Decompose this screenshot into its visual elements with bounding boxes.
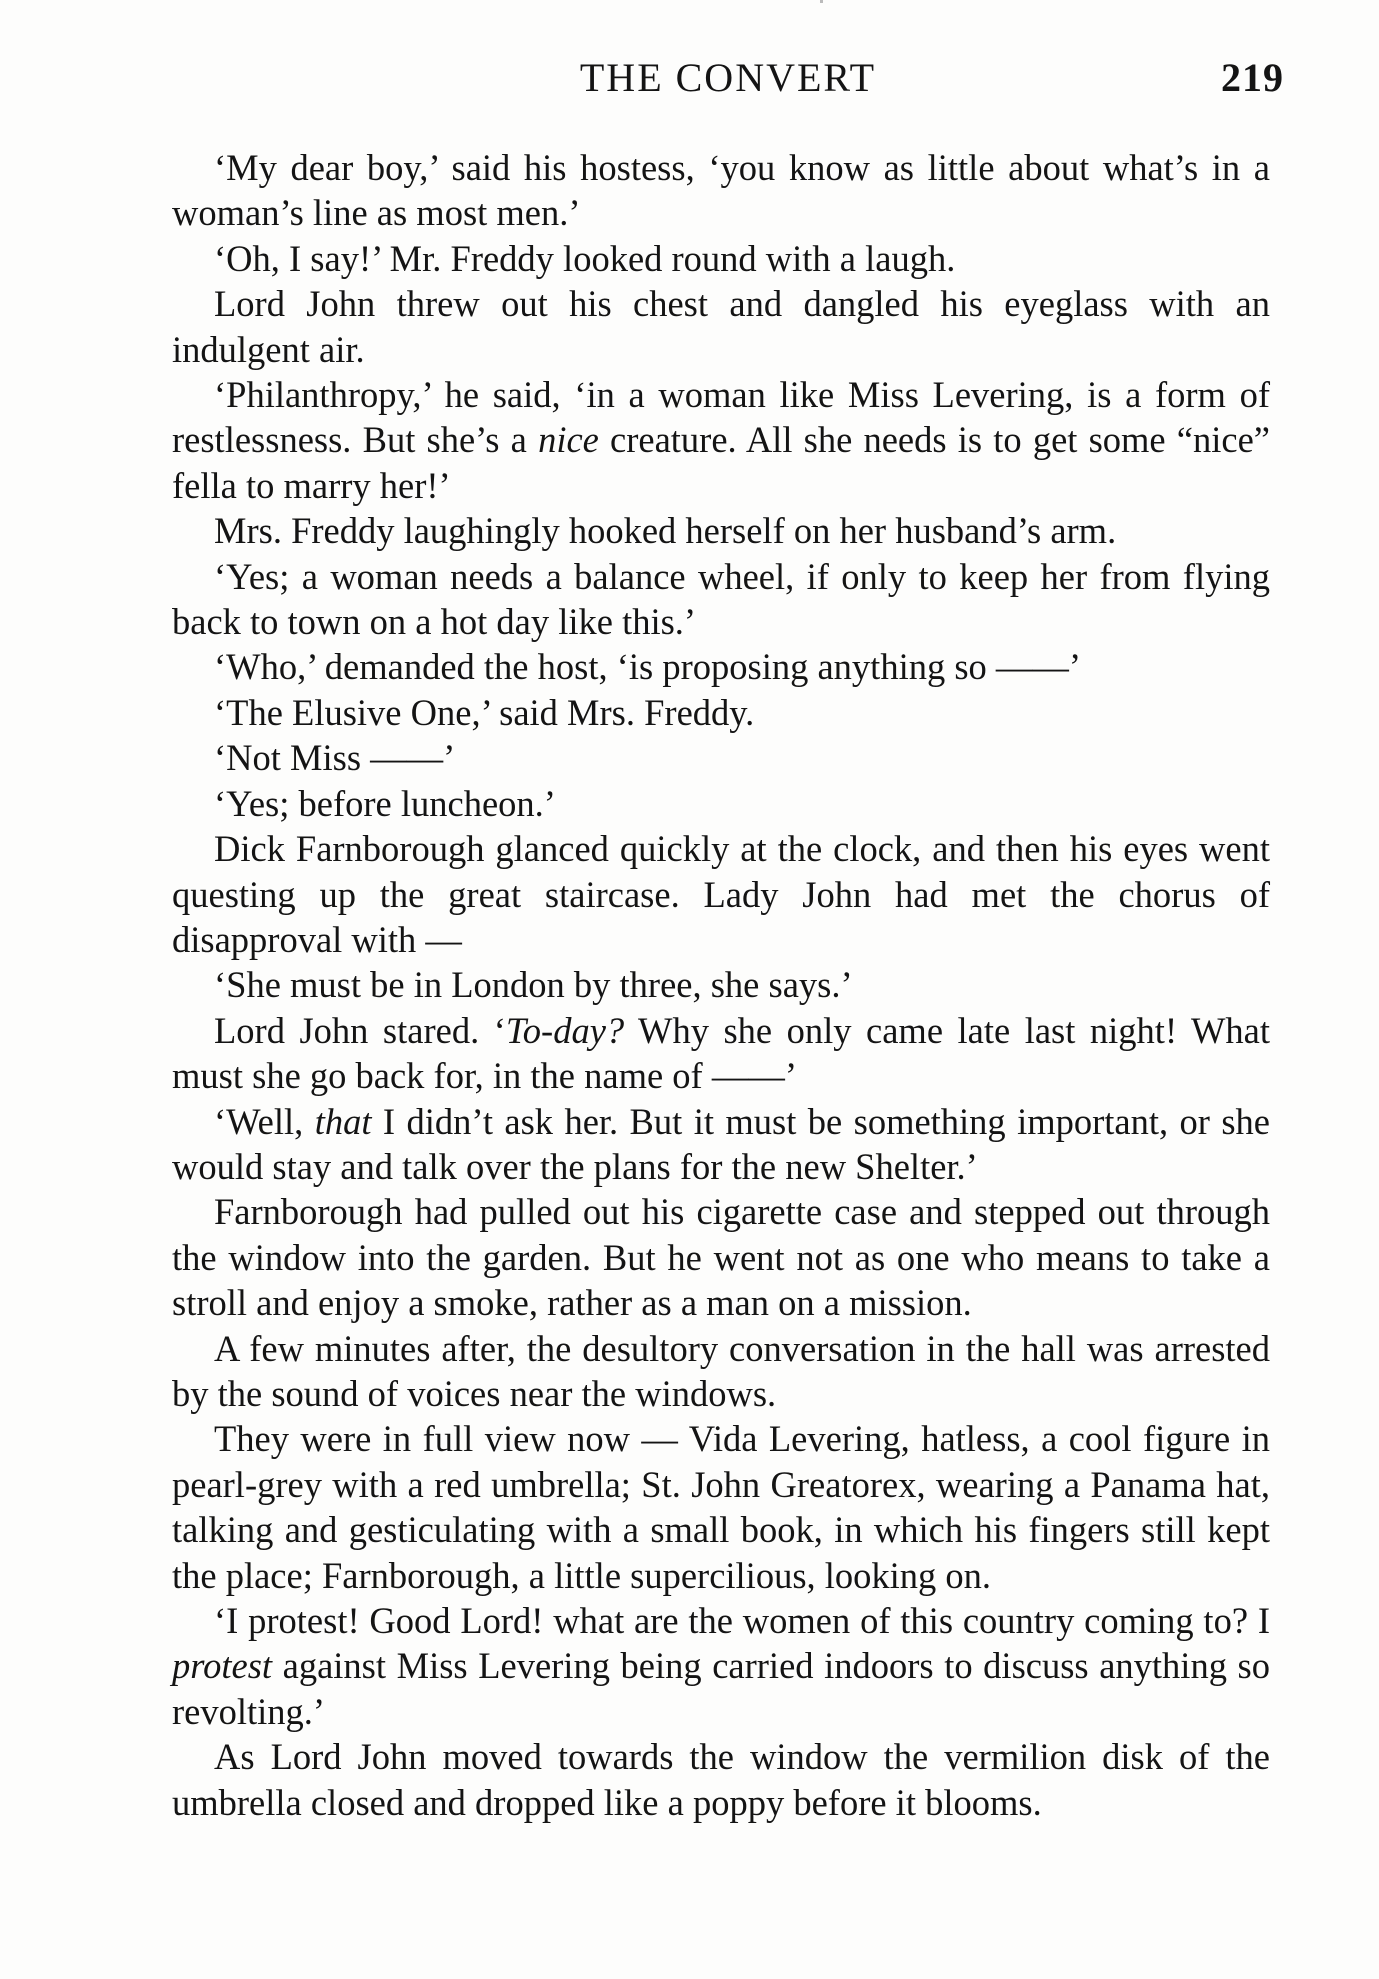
paragraph-text: creature. All she needs is to get some “nice” fella to marry her!’ [172, 419, 1270, 506]
paragraph: Lord John threw out his chest and dangled his eyeglass with an indulgent air. [172, 283, 1270, 370]
paragraph-text: I didn’t ask her. But it must be something important, or she would stay and talk over the plans for the new Shelter.’ [172, 1100, 1270, 1187]
page-speck [820, 0, 823, 3]
paragraph-text: Why she only came late last night! What must she go back for, in the name of ——’ [172, 1009, 1270, 1097]
page-header [172, 48, 1284, 108]
paragraph: A few minutes after, the desultory conversation in the hall was arrested by the sound of voices near the windows. [172, 1327, 1270, 1414]
paragraph: ‘My dear boy,’ said his hostess, ‘you know as little about what’s in a woman’s line as most men.’ [172, 147, 1270, 234]
italic-word: To-day? [505, 1009, 625, 1051]
paragraph: They were in full view now — Vida Levering, hatless, a cool figure in pearl-grey with a red umbrella; St. John Greatorex, wearing a Panama hat, talking and gesticulating with a small book, in which his fingers still kept the place; Farnborough, a little supercilious, looking on. [172, 1418, 1270, 1596]
running-title: THE CONVERT [579, 55, 877, 100]
paragraph: As Lord John moved towards the window the vermilion disk of the umbrella closed and dropped like a poppy before it blooms. [172, 1736, 1270, 1823]
paragraph [172, 1598, 1270, 1734]
paragraph: ‘Yes; before luncheon.’ [214, 782, 556, 824]
italic-word: nice [538, 419, 599, 461]
paragraph: ‘Not Miss ——’ [214, 737, 456, 779]
paragraph: ‘She must be in London by three, she says.’ [214, 964, 853, 1006]
paragraph-text: ‘Philanthropy,’ he said, ‘in a woman like Miss Levering, is a form of restlessness. But she’s a [172, 374, 1270, 461]
paragraph: ‘Yes; a woman needs a balance wheel, if only to keep her from flying back to town on a hot day like this.’ [172, 555, 1270, 643]
paragraph: Mrs. Freddy laughingly hooked herself on her husband’s arm. [214, 510, 1117, 552]
paragraph-text: ‘Well, [214, 1100, 315, 1142]
paragraph [172, 1008, 1270, 1099]
paragraph: ‘The Elusive One,’ said Mrs. Freddy. [214, 691, 755, 733]
paragraph: ‘Who,’ demanded the host, ‘is proposing anything so ——’ [214, 646, 1082, 688]
paragraph [172, 1099, 1270, 1190]
body-text [172, 145, 1270, 1825]
paragraph-text: Lord John stared. ‘ [214, 1009, 506, 1051]
page-number: 219 [1221, 55, 1284, 100]
italic-word: that [314, 1100, 372, 1142]
paragraph-text: against Miss Levering being carried indoors to discuss anything so revolting.’ [172, 1645, 1270, 1732]
paragraph-text: ‘I protest! Good Lord! what are the women of this country coming to? I [214, 1600, 1270, 1641]
italic-word: protest [172, 1645, 273, 1687]
paragraph: Farnborough had pulled out his cigarette case and stepped out through the window into the garden. But he went not as one who means to take a stroll and enjoy a smoke, rather as a man on a mission. [172, 1191, 1270, 1324]
paragraph: Dick Farnborough glanced quickly at the clock, and then his eyes went questing up the great staircase. Lady John had met the chorus of disapproval with — [172, 828, 1270, 960]
paragraph [172, 372, 1270, 508]
paragraph: ‘Oh, I say!’ Mr. Freddy looked round with a laugh. [214, 237, 956, 279]
